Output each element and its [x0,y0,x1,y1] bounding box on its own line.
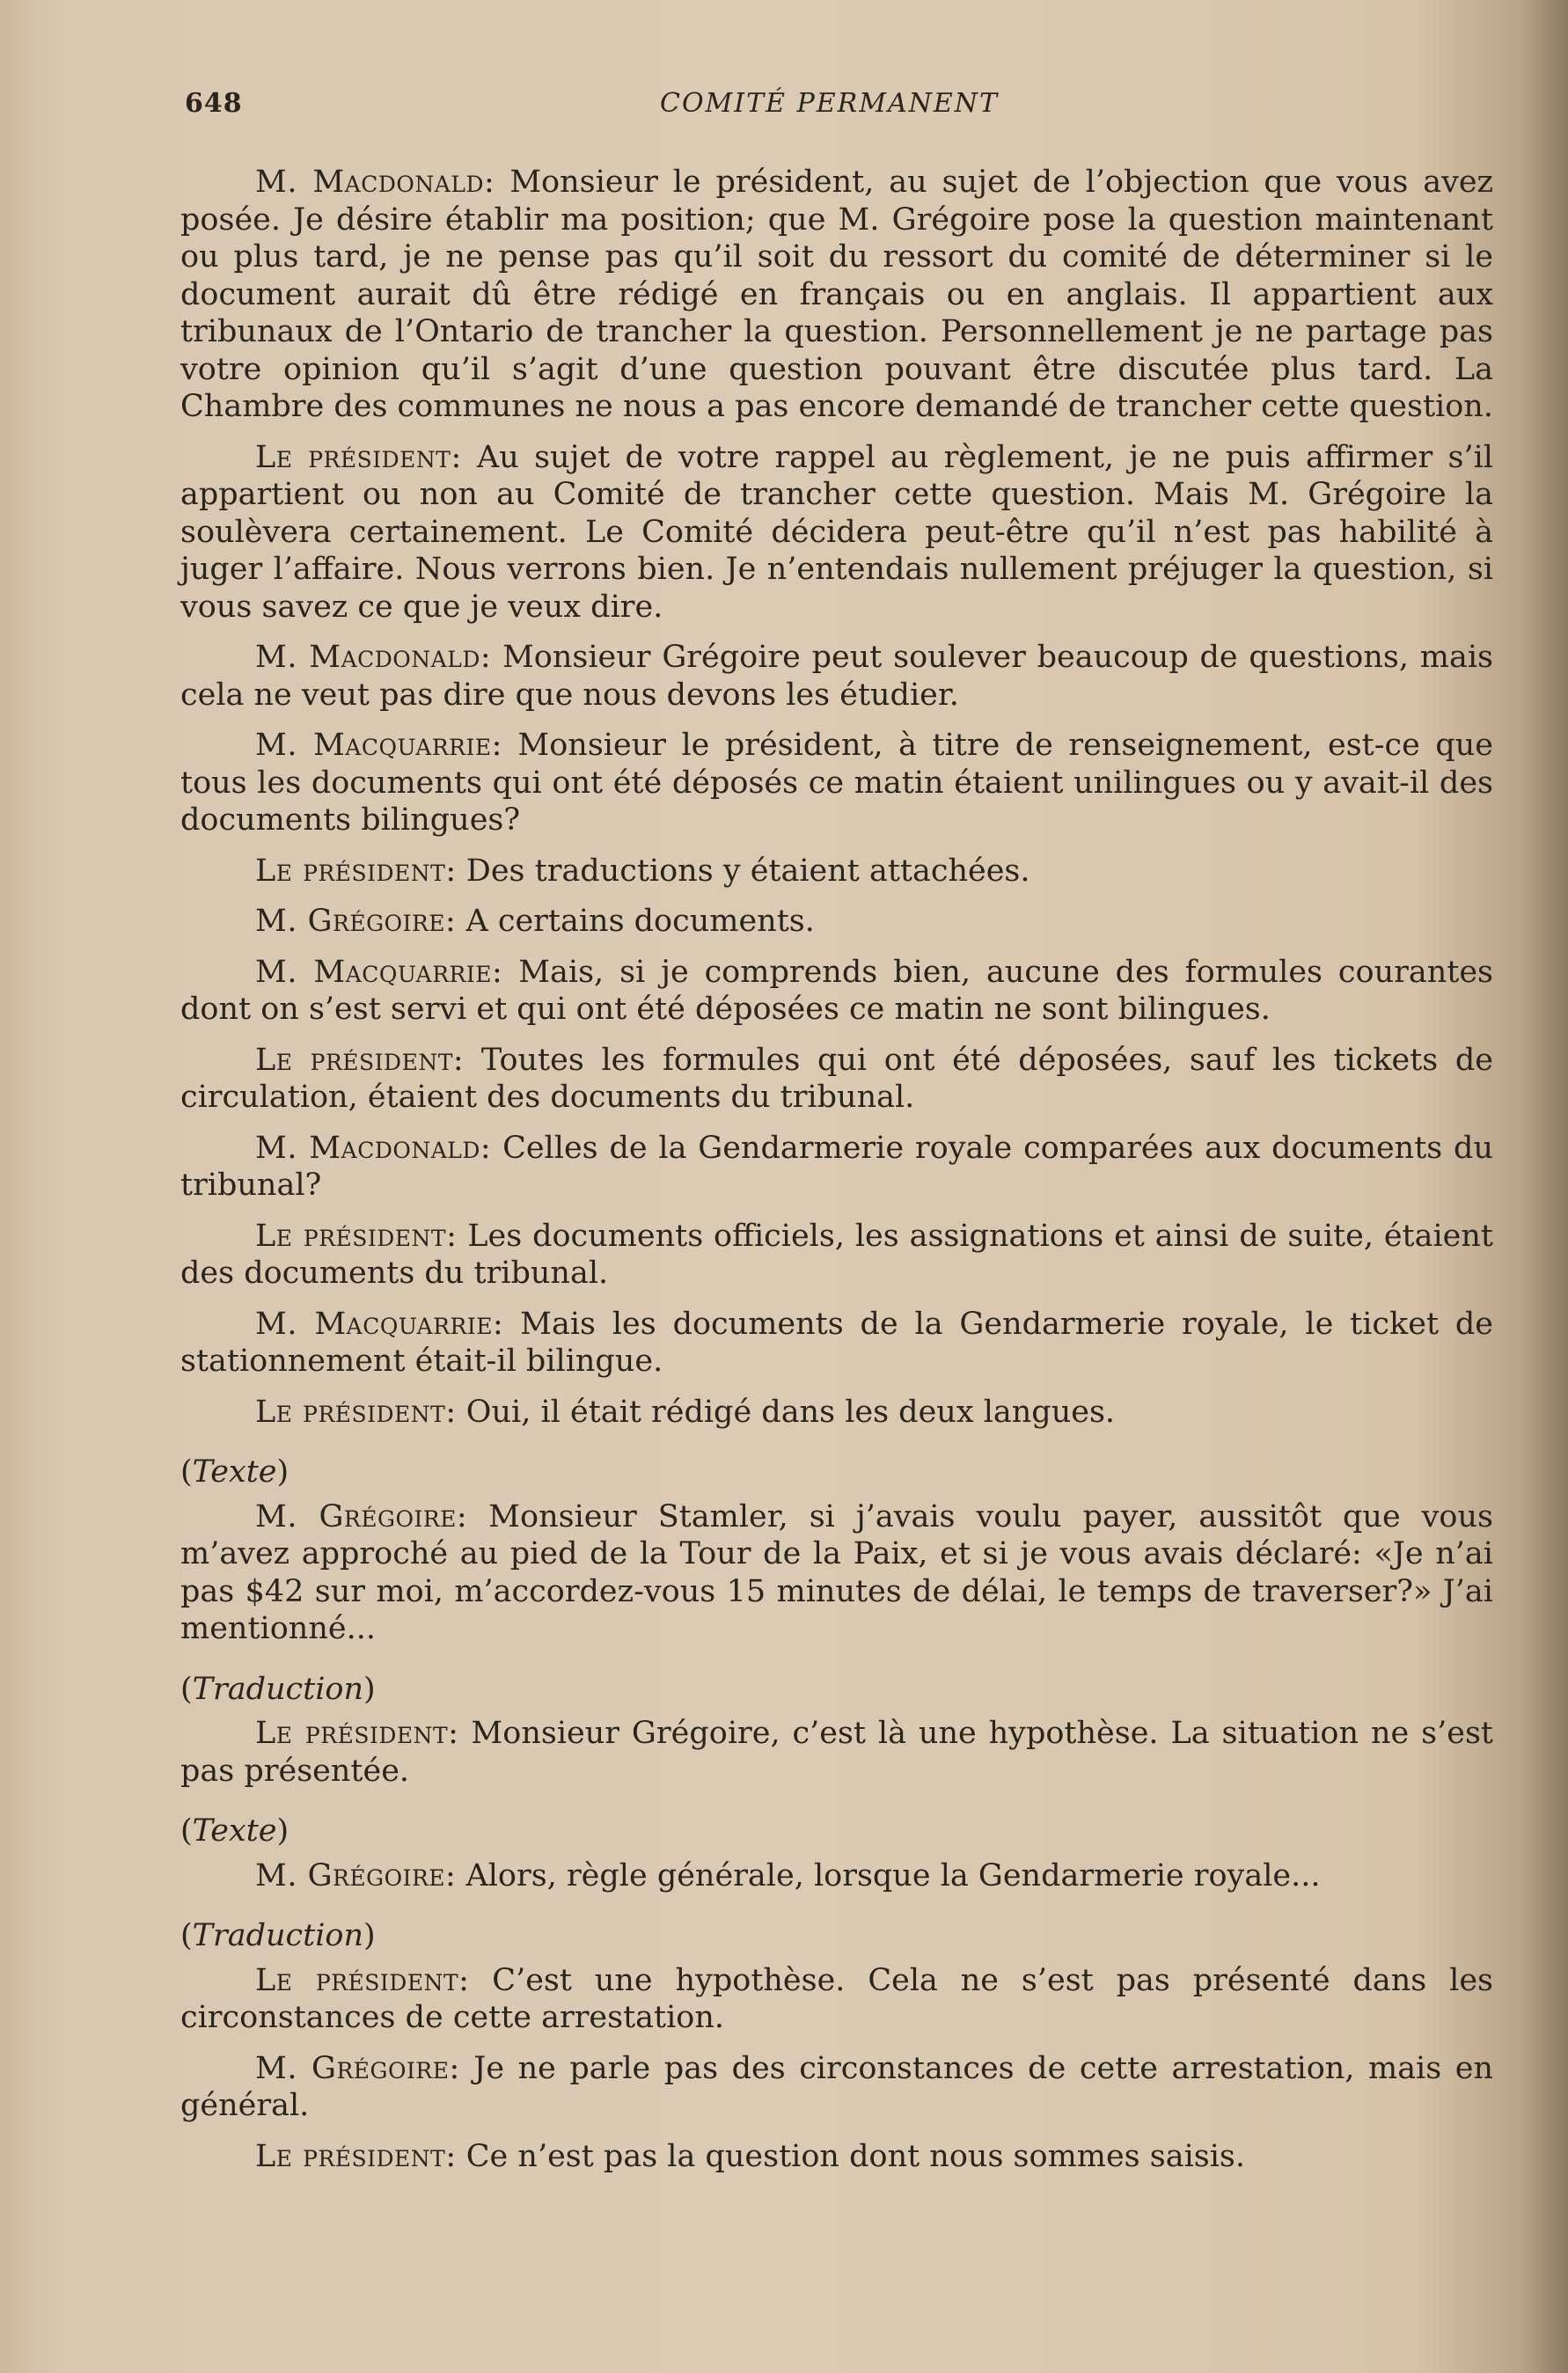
language-marker-text: Traduction [192,1918,364,1953]
paragraph [180,1042,1493,1117]
speech-text: Celles de la Gendarmerie royale comparées aux documents du tribunal? [180,1130,1494,1203]
speaker-name: Le président: [255,1962,470,1998]
speech-text: C’est une hypothèse. Cela ne s’est pas présenté dans les circonstances de cette arrestation. [180,1962,1493,2035]
paragraph [180,1130,1493,1205]
running-title: COMITÉ PERMANENT [660,88,1000,119]
paragraph [180,1715,1493,1790]
paragraph [180,2138,1493,2176]
speech-text: Monsieur le président, à titre de renseignement, est-ce que tous les documents qui ont été déposés ce matin étaient unilingues ou y avait-il des documents bilingues? [180,728,1494,838]
speaker-name: Le président: [255,1042,465,1078]
speech-text: Monsieur Grégoire peut soulever beaucoup de questions, mais cela ne veut pas dire que nous devons les étudier. [180,640,1493,713]
paragraph [180,164,1493,426]
paragraph [180,1218,1493,1293]
paragraph [180,853,1493,890]
paragraph [180,1962,1493,2037]
speaker-name: Le président: [255,1218,458,1254]
speaker-name: M. Grégoire: [255,1857,457,1893]
language-marker-text: Texte [192,1813,277,1849]
paragraph [180,1394,1493,1432]
speaker-name: Le président: [255,1716,459,1751]
speech-text: Toutes les formules qui ont été déposées, sauf les tickets de circulation, étaient des documents du tribunal. [180,1042,1493,1115]
speech-text: Alors, règle générale, lorsque la Gendarmerie royale... [456,1857,1321,1893]
speaker-name: M. Macquarrie: [255,1306,504,1342]
language-marker: (Traduction) [180,1671,376,1707]
paragraph [180,2050,1493,2125]
speech-text: Mais les documents de la Gendarmerie royale, le ticket de stationnement était-il bilingue. [180,1306,1493,1379]
speaker-name: M. Macquarrie: [255,954,503,990]
speaker-name: M. Grégoire: [255,2050,460,2086]
speech-text: Oui, il était rédigé dans les deux langues. [456,1394,1116,1430]
speech-text: Au sujet de votre rappel au règlement, je ne puis affirmer s’il appartient ou non au Comité de trancher cette question. Mais M. Grégoire la soulèvera certainement. Le Comité décidera peut-être qu’il n’est pas habilité à juger l’affaire. Nous verrons bien. Je n’entendais nullement préjuger la question, si vous savez ce que je veux dire. [180,439,1493,625]
speaker-name: Le président: [255,1394,457,1430]
speaker-name: Le président: [255,853,457,889]
speaker-name: M. Macdonald: [255,1130,492,1166]
language-marker-text: Texte [192,1454,277,1490]
speaker-name: M. Macdonald: [255,640,492,675]
speech-text: Monsieur le président, au sujet de l’objection que vous avez posée. Je désire établir ma position; que M. Grégoire pose la question maintenant ou plus tard, je ne pense pas qu’il soit du ressort du comité de déterminer si le document aurait dû être rédigé en français ou en anglais. Il appartient aux tribunaux de l’Ontario de trancher la question. Personnellement je ne partage pas votre opinion qu’il s’agit d’une question pouvant être discutée plus tard. La Chambre des communes ne nous a pas encore demandé de trancher cette question. [180,165,1493,424]
language-marker: (Texte) [180,1454,289,1490]
speech-text: Des traductions y étaient attachées. [456,853,1030,889]
paragraph [180,439,1493,626]
page-number: 648 [185,88,243,119]
speech-text: A certains documents. [456,904,815,939]
paragraph [180,639,1493,714]
language-marker: (Traduction) [180,1918,376,1953]
paragraph [180,1857,1493,1895]
speech-text: Mais, si je comprends bien, aucune des formules courantes dont on s’est servi et qui ont été déposées ce matin ne sont bilingues. [180,954,1493,1027]
speech-text: Monsieur Grégoire, c’est là une hypothèse. La situation ne s’est pas présentée. [180,1716,1493,1789]
speaker-name: M. Grégoire: [255,1498,468,1534]
speaker-name: Le président: [255,439,462,475]
speaker-name: M. Macdonald: [255,165,495,200]
speaker-name: Le président: [255,2138,457,2174]
paragraph [180,1498,1493,1648]
paragraph [180,1306,1493,1381]
speech-text: Je ne parle pas des circonstances de cette arrestation, mais en général. [180,2050,1494,2123]
paragraph [180,954,1493,1029]
speech-text: Monsieur Stamler, si j’avais voulu payer, aussitôt que vous m’avez approché au pied de la Tour de la Paix, et si je vous avais déclaré: «Je n’ai pas $42 sur moi, m’accordez-vous 15 minutes de délai, le temps de traverser?» J’ai mentionné... [180,1498,1494,1646]
paragraph [180,903,1493,941]
language-marker: (Texte) [180,1813,289,1849]
language-marker-text: Traduction [192,1671,364,1707]
paragraph [180,727,1493,839]
speaker-name: M. Macquarrie: [255,728,502,763]
speaker-name: M. Grégoire: [255,904,457,939]
page-header [185,88,1487,132]
speech-text: Ce n’est pas la question dont nous sommes saisis. [456,2138,1246,2174]
transcript-body [180,164,1493,2188]
speech-text: Les documents officiels, les assignations et ainsi de suite, étaient des documents du tribunal. [180,1218,1493,1291]
